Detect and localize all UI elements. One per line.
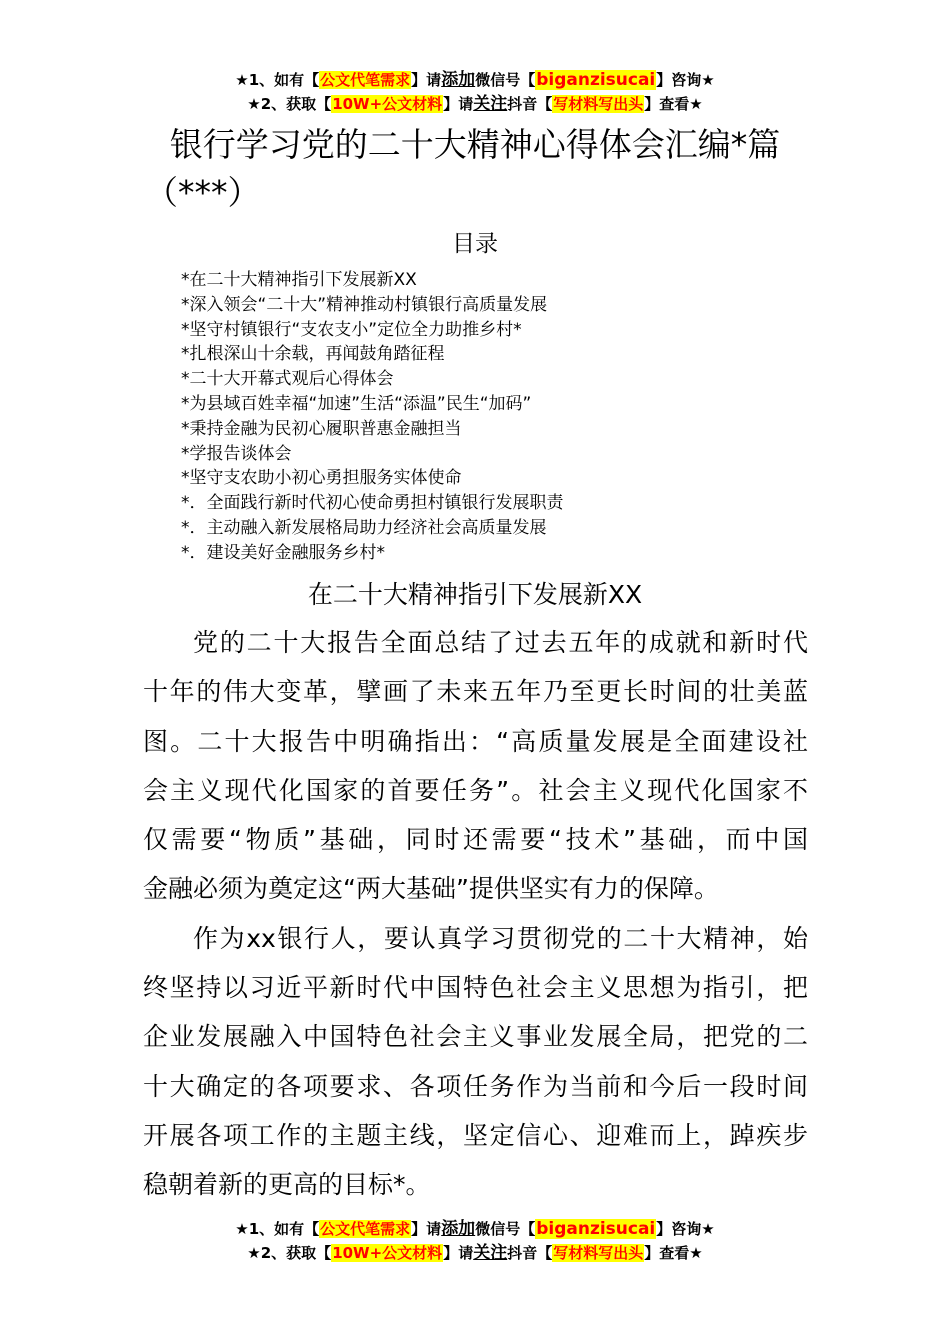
banner-highlight-wechat-id: biganzisucai (536, 70, 656, 90)
banner-underlined-follow: 关注 (473, 1243, 508, 1263)
paragraph-line: 企业发展融入中国特色社会主义事业发展全局，把党的二 (143, 1022, 808, 1052)
banner-line-2-prefix: ★2、获取【 (247, 1244, 332, 1262)
toc-item: *深入领会“二十大”精神推动村镇银行高质量发展 (181, 294, 548, 315)
paragraph-line: 图。二十大报告中明确指出：“高质量发展是全面建设社 (143, 726, 808, 756)
banner-line-2 (0, 92, 950, 116)
paragraph-line: 会主义现代化国家的首要任务”。社会主义现代化国家不 (143, 775, 808, 805)
paragraph-1 (143, 618, 808, 914)
banner-highlight-wechat-id: biganzisucai (536, 1219, 656, 1239)
toc-item: *．全面践行新时代初心使命勇担村镇银行发展职责 (181, 493, 564, 514)
document-title: 银行学习党的二十大精神心得体会汇编*篇 (169, 125, 781, 164)
banner-line-2-prefix: ★2、获取【 (247, 95, 332, 113)
paragraph-line: 作为xx银行人，要认真学习贯彻党的二十大精神，始 (193, 923, 808, 953)
banner-line-1-prefix: ★1、如有【 (235, 1220, 320, 1238)
banner-line-2-mid2: 抖音【 (507, 95, 553, 113)
banner-line-2 (0, 1241, 950, 1265)
toc-item: *．主动融入新发展格局助力经济社会高质量发展 (181, 517, 547, 538)
paragraph-line: 终坚持以习近平新时代中国特色社会主义思想为指引，把 (143, 973, 808, 1003)
banner-line-1-suffix: 】咨询★ (656, 71, 715, 89)
table-of-contents (181, 268, 564, 566)
body-text (143, 618, 808, 1210)
banner-line-2-mid2: 抖音【 (507, 1244, 553, 1262)
toc-item: *坚守支农助小初心勇担服务实体使命 (181, 468, 462, 489)
toc-item: *坚守村镇银行“支农支小”定位全力助推乡村* (181, 319, 522, 340)
banner-highlight-writing-service: 公文代笔需求 (320, 71, 411, 89)
section-title: 在二十大精神指引下发展新XX (307, 580, 643, 609)
paragraph-line: 十年的伟大变革，擘画了未来五年乃至更长时间的壮美蓝 (143, 677, 808, 707)
paragraph-line: 党的二十大报告全面总结了过去五年的成就和新时代 (193, 628, 808, 657)
banner-highlight-writing-service: 公文代笔需求 (320, 1220, 411, 1238)
banner-line-2-suffix: 】查看★ (644, 95, 703, 113)
paragraph-line: 十大确定的各项要求、各项任务作为当前和今后一段时间 (143, 1071, 808, 1101)
banner-line-1-mid1: 】请 (411, 71, 442, 89)
banner-line-2-mid1: 】请 (443, 1244, 474, 1262)
toc-item: *二十大开幕式观后心得体会 (181, 369, 394, 390)
top-banner (0, 68, 950, 116)
banner-highlight-douyin-account: 写材料写出头 (553, 95, 644, 113)
banner-underlined-follow: 关注 (473, 94, 508, 114)
toc-heading: 目录 (452, 231, 498, 257)
bottom-banner (0, 1217, 950, 1265)
banner-underlined-add: 添加 (441, 1219, 476, 1239)
paragraph-2 (143, 914, 808, 1210)
banner-line-1-mid2: 微信号【 (475, 71, 536, 89)
toc-item: *扎根深山十余载，再闻鼓角踏征程 (181, 344, 445, 365)
banner-line-1-suffix: 】咨询★ (656, 1220, 715, 1238)
toc-item: *在二十大精神指引下发展新XX (181, 270, 417, 290)
paragraph-line: 开展各项工作的主题主线，坚定信心、迎难而上，踔疾步 (143, 1120, 808, 1150)
banner-line-1-prefix: ★1、如有【 (235, 71, 320, 89)
banner-highlight-materials: 10W+公文材料 (332, 95, 443, 113)
banner-underlined-add: 添加 (441, 70, 476, 90)
toc-item: *学报告谈体会 (181, 443, 292, 464)
toc-item: *秉持金融为民初心履职普惠金融担当 (181, 418, 462, 439)
toc-item: *为县域百姓幸福“加速”生活“添温”民生“加码” (181, 393, 532, 414)
banner-line-1 (0, 68, 950, 92)
document-subtitle: （***） (145, 173, 261, 212)
banner-line-2-mid1: 】请 (443, 95, 474, 113)
banner-line-1-mid2: 微信号【 (475, 1220, 536, 1238)
paragraph-line: 稳朝着新的更高的目标*。 (143, 1170, 431, 1200)
banner-highlight-douyin-account: 写材料写出头 (553, 1244, 644, 1262)
banner-line-2-suffix: 】查看★ (644, 1244, 703, 1262)
banner-line-1-mid1: 】请 (411, 1220, 442, 1238)
banner-highlight-materials: 10W+公文材料 (332, 1244, 443, 1262)
toc-item: *．建设美好金融服务乡村* (181, 542, 385, 563)
banner-line-1 (0, 1217, 950, 1241)
paragraph-line: 仅需要“物质”基础，同时还需要“技术”基础，而中国 (143, 825, 808, 855)
paragraph-line: 金融必须为奠定这“两大基础”提供坚实有力的保障。 (143, 874, 719, 904)
